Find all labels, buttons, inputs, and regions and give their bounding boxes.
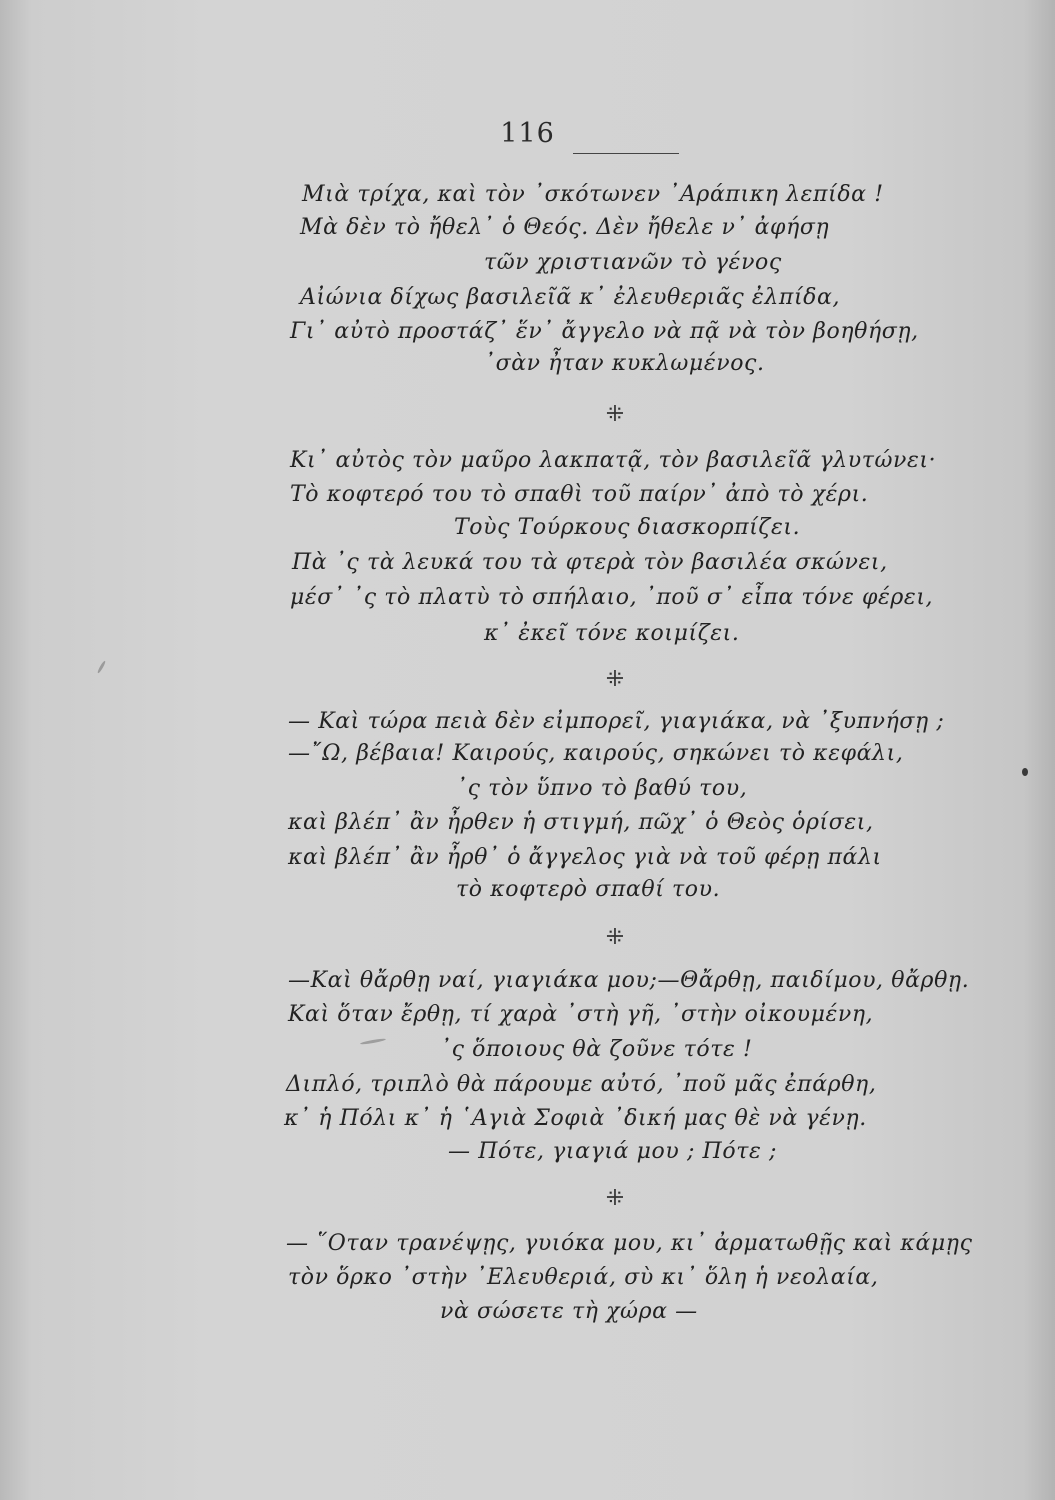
poem-line: καὶ βλέπ᾿ ἂν ἦρθεν ἡ στιγμή, πῶχ᾿ ὁ Θεὸς ὁρίσει, <box>288 810 874 835</box>
poem-line: τὸ κοφτερὸ σπαθί του. <box>456 877 721 902</box>
poem-line: — ῞Οταν τρανέψῃς, γυιόκα μου, κι᾿ ἀρματωθῇς καὶ κάμῃς <box>286 1231 973 1256</box>
poem-line: —῎Ω, βέβαια! Καιρούς, καιρούς, σηκώνει τὸ κεφάλι, <box>288 741 904 766</box>
asterism-divider: ⁜ <box>605 402 625 427</box>
poem-line: τὸν ὅρκο ᾿στὴν ᾿Ελευθεριά, σὺ κι᾿ ὅλη ἡ νεολαία, <box>288 1265 879 1290</box>
poem-line: ᾿ς τὸν ὕπνο τὸ βαθύ του, <box>456 776 748 801</box>
poem-line: κ᾿ ἐκεῖ τόνε κοιμίζει. <box>484 621 740 646</box>
poem-line: Καὶ ὅταν ἔρθῃ, τί χαρὰ ᾿στὴ γῆ, ᾿στὴν οἰκουμένη, <box>288 1002 874 1027</box>
poem-line: τῶν χριστιανῶν τὸ γένος <box>484 250 782 275</box>
poem-line: Αἰώνια δίχως βασιλεῖᾶ κ᾿ ἐλευθεριᾶς ἐλπίδα, <box>300 285 841 310</box>
asterism-divider: ⁜ <box>605 667 625 692</box>
poem-line: —Καὶ θἄρθῃ ναί, γιαγιάκα μου;—Θἄρθῃ, παιδίμου, θἄρθῃ. <box>288 968 970 993</box>
poem-line: — Πότε, γιαγιά μου ; Πότε ; <box>448 1139 777 1164</box>
poem-line: Μιὰ τρίχα, καὶ τὸν ᾿σκότωνεν ᾿Αράπικη λεπίδα ! <box>302 182 884 207</box>
asterism-divider: ⁜ <box>605 1186 625 1211</box>
poem-line: Τοὺς Τούρκους διασκορπίζει. <box>454 515 801 540</box>
poem-line: καὶ βλέπ᾿ ἂν ἦρθ᾿ ὁ ἄγγελος γιὰ νὰ τοῦ φέρῃ πάλι <box>288 845 882 870</box>
poem-line: νὰ σώσετε τὴ χώρα — <box>440 1299 698 1324</box>
poem-line: ᾿σὰν ἦταν κυκλωμένος. <box>484 351 765 376</box>
asterism-divider: ⁜ <box>605 925 625 950</box>
poem-line: ᾿ς ὅποιους θὰ ζοῦνε τότε ! <box>440 1037 753 1062</box>
ink-speck <box>97 660 107 674</box>
page-number: 116 <box>500 118 555 149</box>
poem-line: Διπλό, τριπλὸ θὰ πάρουμε αὐτό, ᾿ποῦ μᾶς ἐπάρθη, <box>286 1072 877 1097</box>
page-number-rule <box>573 153 679 154</box>
poem-line: Κι᾿ αὐτὸς τὸν μαῦρο λακπατᾷ, τὸν βασιλεῖᾶ γλυτώνει· <box>290 448 937 473</box>
poem-line: Πὰ ᾿ς τὰ λευκά του τὰ φτερὰ τὸν βασιλέα σκώνει, <box>292 550 888 575</box>
poem-line: Γι᾿ αὐτὸ προστάζ᾿ ἕν᾿ ἄγγελο νὰ πᾷ νὰ τὸν βοηθήσῃ, <box>290 319 919 344</box>
poem-line: Μὰ δὲν τὸ ἤθελ᾿ ὁ Θεός. Δὲν ἤθελε ν᾿ ἀφήσῃ <box>300 215 830 240</box>
poem-line: κ᾿ ἡ Πόλι κ᾿ ἡ ῾Αγιὰ Σοφιὰ ᾿δική μας θὲ νὰ γένῃ. <box>284 1106 867 1131</box>
poem-line: μέσ᾿ ᾿ς τὸ πλατὺ τὸ σπήλαιο, ᾿ποῦ σ᾿ εἶπα τόνε φέρει, <box>290 585 934 610</box>
ink-speck <box>1022 768 1028 776</box>
poem-line: — Καὶ τώρα πειὰ δὲν εἰμπορεῖ, γιαγιάκα, νὰ ᾿ξυπνήσῃ ; <box>288 709 945 734</box>
poem-line: Τὸ κοφτερό του τὸ σπαθὶ τοῦ παίρν᾿ ἀπὸ τὸ χέρι. <box>290 482 869 507</box>
